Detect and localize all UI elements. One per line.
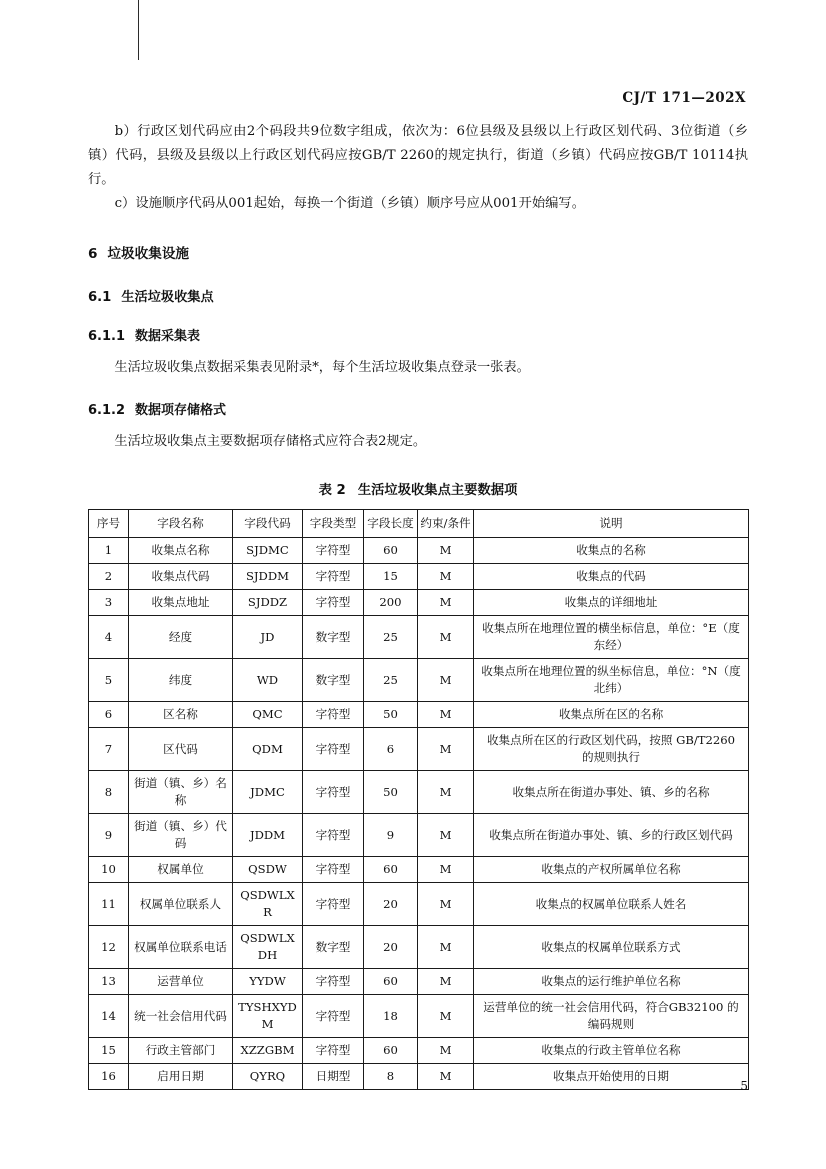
section-heading-6-1-1 [88, 325, 748, 344]
page-number: 5 [740, 1079, 748, 1093]
cell-field-code: QYRQ [233, 1064, 303, 1090]
cell-constraint: M [418, 814, 474, 857]
cell-index: 8 [89, 771, 129, 814]
cell-field-length: 8 [364, 1064, 418, 1090]
cell-field-type: 字符型 [303, 538, 364, 564]
cell-constraint: M [418, 926, 474, 969]
cell-index: 14 [89, 995, 129, 1038]
cell-description: 收集点的行政主管单位名称 [474, 1038, 749, 1064]
cell-field-name: 权属单位 [129, 857, 233, 883]
section-heading-6-1 [88, 286, 748, 305]
cell-field-type: 字符型 [303, 1038, 364, 1064]
cell-field-name: 权属单位联系人 [129, 883, 233, 926]
cell-description: 收集点的权属单位联系方式 [474, 926, 749, 969]
table-row [89, 926, 749, 969]
section-heading-6 [88, 242, 748, 262]
cell-field-code: SJDMC [233, 538, 303, 564]
cell-field-length: 60 [364, 969, 418, 995]
table-row [89, 814, 749, 857]
cell-field-code: QSDWLXR [233, 883, 303, 926]
cell-field-name: 启用日期 [129, 1064, 233, 1090]
cell-field-name: 统一社会信用代码 [129, 995, 233, 1038]
cell-field-name: 收集点地址 [129, 590, 233, 616]
cell-field-length: 6 [364, 728, 418, 771]
cell-field-code: JD [233, 616, 303, 659]
paragraph-item-b: b）行政区划代码应由2个码段共9位数字组成，依次为：6位县级及县级以上行政区划代码、3位街道（乡镇）代码，县级及县级以上行政区划代码应按GB/T 2260的规定执行，街道（乡镇）代码应按GB/T 10114执行。 [88, 124, 748, 187]
cell-index: 1 [89, 538, 129, 564]
cell-index: 6 [89, 702, 129, 728]
cell-field-type: 字符型 [303, 969, 364, 995]
cell-constraint: M [418, 538, 474, 564]
cell-field-name: 街道（镇、乡）代码 [129, 814, 233, 857]
cell-constraint: M [418, 590, 474, 616]
section-title-6: 垃圾收集设施 [107, 246, 190, 262]
cell-field-code: SJDDM [233, 564, 303, 590]
cell-description: 收集点的运行维护单位名称 [474, 969, 749, 995]
cell-field-length: 18 [364, 995, 418, 1038]
cell-field-code: JDMC [233, 771, 303, 814]
section-title-6-1-2: 数据项存储格式 [135, 403, 227, 418]
cell-index: 12 [89, 926, 129, 969]
cell-constraint: M [418, 728, 474, 771]
cell-description: 收集点的名称 [474, 538, 749, 564]
table-caption-number: 表 2 [318, 483, 346, 498]
cell-index: 15 [89, 1038, 129, 1064]
margin-rule [138, 0, 139, 60]
table-row [89, 728, 749, 771]
cell-index: 2 [89, 564, 129, 590]
cell-index: 7 [89, 728, 129, 771]
table-row [89, 969, 749, 995]
cell-description: 收集点所在街道办事处、镇、乡的名称 [474, 771, 749, 814]
section-number-6-1-2: 6.1.2 [88, 403, 126, 418]
section-6-1-1-body: 生活垃圾收集点数据采集表见附录*，每个生活垃圾收集点登录一张表。 [114, 360, 530, 375]
data-items-table [88, 509, 749, 1090]
cell-field-length: 60 [364, 1038, 418, 1064]
table-row [89, 771, 749, 814]
cell-field-length: 20 [364, 926, 418, 969]
column-header-field-type: 字段类型 [303, 510, 364, 538]
cell-constraint: M [418, 616, 474, 659]
cell-index: 10 [89, 857, 129, 883]
cell-description: 收集点所在地理位置的纵坐标信息，单位：°N（度北纬） [474, 659, 749, 702]
page-content [88, 90, 748, 1090]
cell-field-length: 60 [364, 857, 418, 883]
cell-field-length: 50 [364, 702, 418, 728]
table-row [89, 659, 749, 702]
cell-constraint: M [418, 883, 474, 926]
cell-description: 收集点的代码 [474, 564, 749, 590]
table-row [89, 995, 749, 1038]
cell-field-type: 字符型 [303, 564, 364, 590]
cell-field-type: 数字型 [303, 616, 364, 659]
table-row [89, 616, 749, 659]
section-number-6-1: 6.1 [88, 290, 112, 305]
cell-field-length: 200 [364, 590, 418, 616]
cell-field-name: 收集点代码 [129, 564, 233, 590]
standard-code-header: CJ/T 171—202X [622, 90, 746, 106]
cell-description: 运营单位的统一社会信用代码，符合GB32100 的编码规则 [474, 995, 749, 1038]
paragraph-item-c: c）设施顺序代码从001起始，每换一个街道（乡镇）顺序号应从001开始编写。 [114, 196, 586, 211]
cell-field-code: XZZGBM [233, 1038, 303, 1064]
cell-field-length: 20 [364, 883, 418, 926]
section-number-6-1-1: 6.1.1 [88, 329, 126, 344]
cell-field-code: JDDM [233, 814, 303, 857]
cell-field-length: 60 [364, 538, 418, 564]
cell-field-code: QDM [233, 728, 303, 771]
section-title-6-1: 生活垃圾收集点 [121, 290, 214, 305]
cell-description: 收集点的产权所属单位名称 [474, 857, 749, 883]
cell-field-length: 50 [364, 771, 418, 814]
cell-description: 收集点的详细地址 [474, 590, 749, 616]
cell-field-code: QSDW [233, 857, 303, 883]
table-caption-title: 生活垃圾收集点主要数据项 [357, 483, 518, 498]
table-row [89, 1064, 749, 1090]
cell-constraint: M [418, 1038, 474, 1064]
cell-field-name: 纬度 [129, 659, 233, 702]
column-header-field-code: 字段代码 [233, 510, 303, 538]
cell-index: 9 [89, 814, 129, 857]
cell-constraint: M [418, 1064, 474, 1090]
column-header-description: 说明 [474, 510, 749, 538]
cell-field-code: QMC [233, 702, 303, 728]
cell-field-type: 数字型 [303, 926, 364, 969]
cell-field-type: 字符型 [303, 771, 364, 814]
cell-field-name: 收集点名称 [129, 538, 233, 564]
cell-field-name: 经度 [129, 616, 233, 659]
cell-index: 11 [89, 883, 129, 926]
section-title-6-1-1: 数据采集表 [135, 329, 201, 344]
table-row [89, 857, 749, 883]
table-row [89, 564, 749, 590]
cell-field-code: WD [233, 659, 303, 702]
cell-description: 收集点所在区的名称 [474, 702, 749, 728]
cell-field-name: 街道（镇、乡）名称 [129, 771, 233, 814]
table-row [89, 1038, 749, 1064]
cell-field-type: 数字型 [303, 659, 364, 702]
cell-constraint: M [418, 969, 474, 995]
cell-description: 收集点的权属单位联系人姓名 [474, 883, 749, 926]
cell-index: 13 [89, 969, 129, 995]
cell-field-name: 权属单位联系电话 [129, 926, 233, 969]
column-header-field-length: 字段长度 [364, 510, 418, 538]
cell-field-type: 字符型 [303, 590, 364, 616]
cell-field-length: 25 [364, 659, 418, 702]
section-6-1-2-body: 生活垃圾收集点主要数据项存储格式应符合表2规定。 [114, 434, 427, 449]
table-row [89, 883, 749, 926]
cell-constraint: M [418, 995, 474, 1038]
cell-field-type: 日期型 [303, 1064, 364, 1090]
table-row [89, 538, 749, 564]
cell-field-length: 9 [364, 814, 418, 857]
cell-constraint: M [418, 659, 474, 702]
cell-description: 收集点所在街道办事处、镇、乡的行政区划代码 [474, 814, 749, 857]
table-row [89, 702, 749, 728]
cell-field-length: 15 [364, 564, 418, 590]
cell-field-name: 区代码 [129, 728, 233, 771]
cell-field-type: 字符型 [303, 702, 364, 728]
cell-field-type: 字符型 [303, 814, 364, 857]
cell-constraint: M [418, 771, 474, 814]
table-header-row [89, 510, 749, 538]
cell-constraint: M [418, 564, 474, 590]
cell-field-type: 字符型 [303, 857, 364, 883]
cell-field-code: QSDWLXDH [233, 926, 303, 969]
table-caption [88, 479, 748, 498]
cell-index: 3 [89, 590, 129, 616]
cell-index: 4 [89, 616, 129, 659]
cell-field-name: 区名称 [129, 702, 233, 728]
cell-field-code: SJDDZ [233, 590, 303, 616]
cell-field-length: 25 [364, 616, 418, 659]
cell-index: 5 [89, 659, 129, 702]
table-row [89, 590, 749, 616]
column-header-index: 序号 [89, 510, 129, 538]
cell-field-type: 字符型 [303, 883, 364, 926]
cell-index: 16 [89, 1064, 129, 1090]
section-heading-6-1-2 [88, 399, 748, 418]
cell-field-type: 字符型 [303, 995, 364, 1038]
cell-field-name: 运营单位 [129, 969, 233, 995]
cell-field-type: 字符型 [303, 728, 364, 771]
cell-description: 收集点开始使用的日期 [474, 1064, 749, 1090]
cell-description: 收集点所在区的行政区划代码，按照 GB/T2260 的规则执行 [474, 728, 749, 771]
column-header-field-name: 字段名称 [129, 510, 233, 538]
table-body [89, 538, 749, 1090]
section-number-6: 6 [88, 246, 98, 262]
cell-field-code: TYSHXYDM [233, 995, 303, 1038]
cell-constraint: M [418, 702, 474, 728]
column-header-constraint: 约束/条件 [418, 510, 474, 538]
cell-field-name: 行政主管部门 [129, 1038, 233, 1064]
cell-constraint: M [418, 857, 474, 883]
cell-field-code: YYDW [233, 969, 303, 995]
cell-description: 收集点所在地理位置的横坐标信息，单位：°E（度东经） [474, 616, 749, 659]
